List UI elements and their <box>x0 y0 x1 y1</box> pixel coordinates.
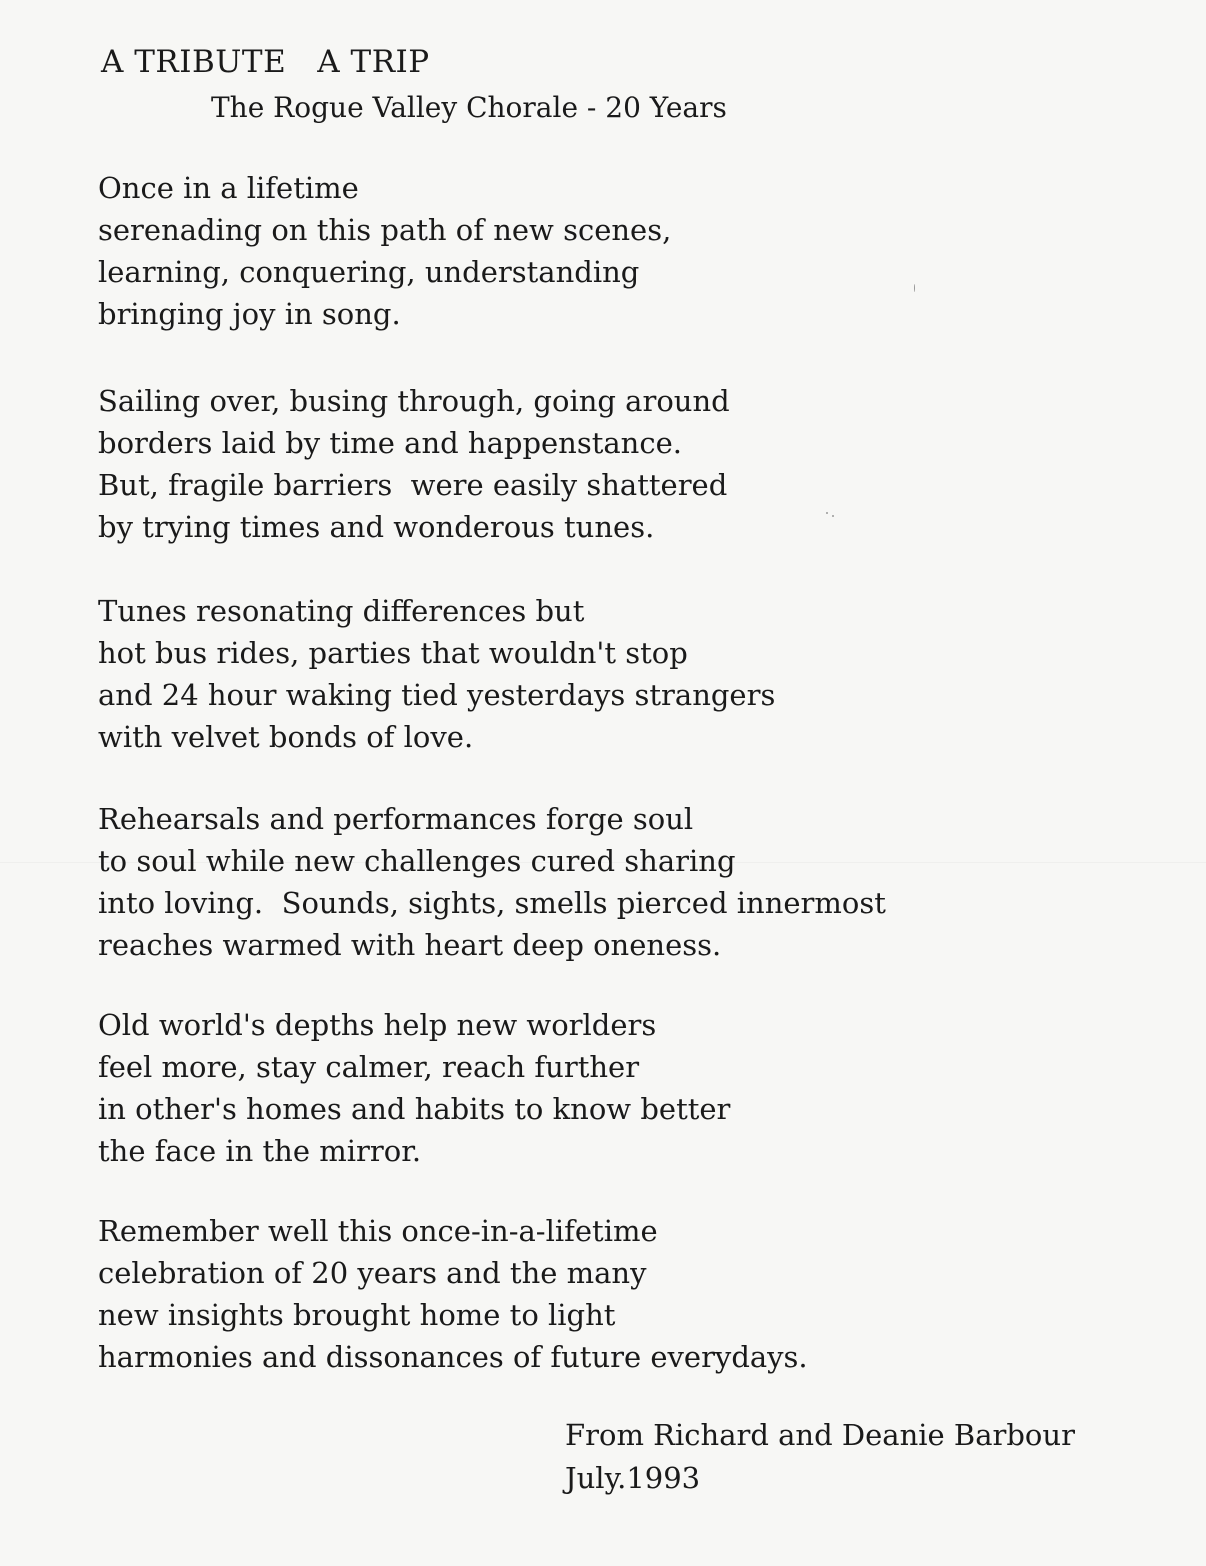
stanza-6 <box>98 1210 808 1378</box>
poem-line: But, fragile barriers were easily shattered <box>98 468 728 502</box>
poem-line: borders laid by time and happenstance. <box>98 426 682 460</box>
poem-line: hot bus rides, parties that wouldn't stop <box>98 636 688 670</box>
poem-line: learning, conquering, understanding <box>98 255 640 289</box>
poem-line: with velvet bonds of love. <box>98 720 474 754</box>
poem-line: and 24 hour waking tied yesterdays strangers <box>98 678 776 712</box>
poem-line: Rehearsals and performances forge soul <box>98 802 694 836</box>
poem-line: Sailing over, busing through, going around <box>98 384 730 418</box>
stanza-5 <box>98 1004 730 1172</box>
poem-line: Old world's depths help new worlders <box>98 1008 657 1042</box>
poem-line: feel more, stay calmer, reach further <box>98 1050 640 1084</box>
poem-line: Tunes resonating differences but <box>98 594 585 628</box>
stanza-3 <box>98 590 775 758</box>
scan-speck <box>914 284 915 292</box>
poem-line: new insights brought home to light <box>98 1298 616 1332</box>
poem-title: A TRIBUTE A TRIP <box>101 44 430 80</box>
poem-line: bringing joy in song. <box>98 297 401 331</box>
signature-date: July.1993 <box>565 1461 701 1495</box>
poem-line: reaches warmed with heart deep oneness. <box>98 928 722 962</box>
poem-line: to soul while new challenges cured sharing <box>98 844 736 878</box>
poem-line: serenading on this path of new scenes, <box>98 213 672 247</box>
scan-speck <box>826 512 828 514</box>
stanza-1 <box>98 167 671 335</box>
signature-from: From Richard and Deanie Barbour <box>565 1418 1075 1452</box>
stanza-4 <box>98 798 886 966</box>
poem-line: harmonies and dissonances of future everydays. <box>98 1340 808 1374</box>
poem-line: Remember well this once-in-a-lifetime <box>98 1214 658 1248</box>
stanza-2 <box>98 380 730 548</box>
poem-line: in other's homes and habits to know better <box>98 1092 731 1126</box>
poem-line: by trying times and wonderous tunes. <box>98 510 655 544</box>
poem-line: celebration of 20 years and the many <box>98 1256 647 1290</box>
poem-line: Once in a lifetime <box>98 171 359 205</box>
signature-block <box>565 1414 1075 1500</box>
poem-line: into loving. Sounds, sights, smells pierced innermost <box>98 886 886 920</box>
scan-speck <box>832 515 834 517</box>
poem-subtitle: The Rogue Valley Chorale - 20 Years <box>211 91 727 124</box>
poem-line: the face in the mirror. <box>98 1134 422 1168</box>
